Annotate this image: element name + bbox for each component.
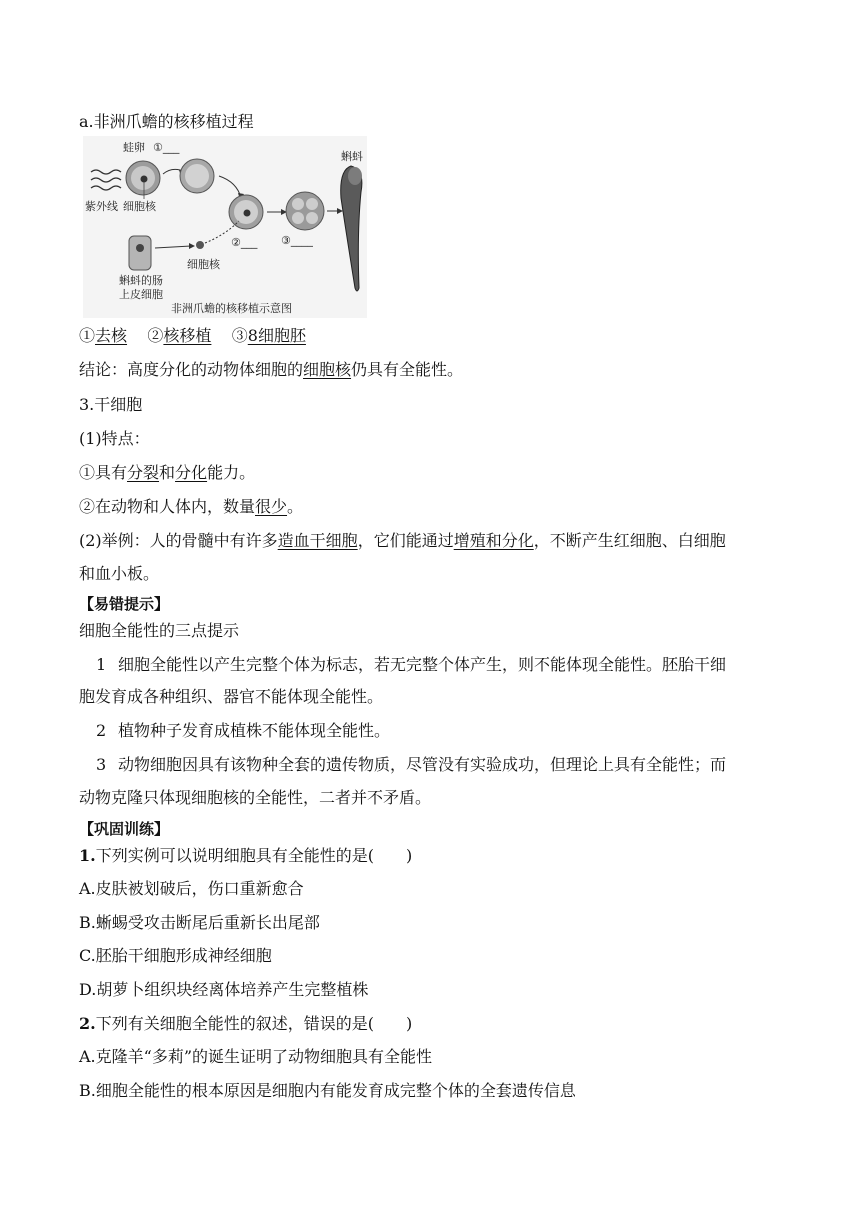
tip-2-line-1 [96,721,390,741]
tip-1-line-1 [96,655,726,675]
tip-2-text: 植物种子发育成植株不能体现全能性。 [118,721,391,740]
question-1-stem: 下列实例可以说明细胞具有全能性的是( ) [95,846,413,865]
answer-3: 8细胞胚 [247,326,306,345]
blank-2: ②___ [231,236,258,249]
q1-option-b: B.蜥蜴受攻击断尾后重新长出尾部 [79,913,320,932]
tip-2-number: 2 [96,721,107,740]
feature-2 [79,497,303,517]
tadpole-label: 蝌蚪 [341,150,363,163]
gut-cell-label-1: 蝌蚪的肠 [119,274,163,287]
answer-2-prefix: ② [147,326,164,345]
f2-k: 很少 [255,497,288,516]
tip-1-number: 1 [96,655,107,674]
tadpole-icon [341,166,362,291]
q2-option-a: A.克隆羊“多莉”的诞生证明了动物细胞具有全能性 [79,1047,433,1066]
question-2 [79,1014,412,1034]
conclusion [79,360,463,380]
uv-label: 紫外线 [85,200,118,213]
tip-3-line-2: 动物克隆只体现细胞核的全能性，二者并不矛盾。 [79,788,432,807]
q1-option-a: A.皮肤被划破后，伤口重新愈合 [79,879,304,898]
nucleus-label: 细胞核 [123,200,156,213]
conclusion-prefix: 结论：高度分化的动物体细胞的 [79,360,304,379]
tip-3-line-1 [96,755,726,775]
ex-b: ，它们能通过 [357,531,454,550]
q2-option-b: B.细胞全能性的根本原因是细胞内有能发育成完整个体的全套遗传信息 [79,1081,576,1100]
tips-heading: 【易错提示】 [79,595,170,613]
nuclear-transfer-diagram [83,136,367,318]
ex-c: ，不断产生红细胞、白细胞 [533,531,726,550]
blank-1: ①___ [153,141,180,154]
tip-3-number: 3 [96,755,107,774]
ex-a: (2)举例：人的骨髓中有许多 [79,531,278,550]
f1-k2: 分化 [175,463,208,482]
answer-2: 核移植 [163,326,212,345]
f1-k1: 分裂 [127,463,160,482]
answers-line [79,326,306,346]
f2-a: ②在动物和人体内，数量 [79,497,256,516]
answer-1-prefix: ① [79,326,96,345]
example-line-1 [79,531,726,551]
q1-option-d: D.胡萝卜组织块经离体培养产生完整植株 [79,980,369,999]
tip-3-text: 动物细胞因具有该物种全套的遗传物质，尽管没有实验成功，但理论上具有全能性；而 [118,755,727,774]
question-2-stem: 下列有关细胞全能性的叙述，错误的是( ) [95,1014,413,1033]
feature-1 [79,463,255,483]
question-1 [79,846,412,866]
blank-3: ③____ [281,234,313,247]
tips-title: 细胞全能性的三点提示 [79,621,240,640]
example-line-2: 和血小板。 [79,564,160,583]
answer-3-prefix: ③ [231,326,248,345]
ex-k1: 造血干细胞 [277,531,358,550]
f1-c: 能力。 [207,463,256,482]
answer-1: 去核 [95,326,128,345]
egg-label: 蛙卵 [123,141,145,154]
figure-caption: 非洲爪蟾的核移植示意图 [171,302,292,315]
tip-1-line-2: 胞发育成各种组织、器官不能体现全能性。 [79,687,384,706]
uv-waves-icon [91,170,121,190]
question-2-number: 2. [79,1014,96,1033]
question-1-number: 1. [79,846,96,865]
gut-cell-label-2: 上皮细胞 [119,288,163,301]
stem-cell-heading: 3.干细胞 [79,395,143,414]
f1-a: ①具有 [79,463,128,482]
ex-k2: 增殖和分化 [453,531,534,550]
conclusion-keyword: 细胞核 [303,360,352,379]
section-a-title: a.非洲爪蟾的核移植过程 [79,112,254,131]
nucleus2-label: 细胞核 [187,258,220,271]
f2-b: 。 [287,497,304,516]
f1-b: 和 [159,463,176,482]
practice-heading: 【巩固训练】 [79,820,170,838]
tip-1-text: 细胞全能性以产生完整个体为标志，若无完整个体产生，则不能体现全能性。胚胎干细 [118,655,727,674]
features-heading: (1)特点： [79,429,150,448]
q1-option-c: C.胚胎干细胞形成神经细胞 [79,946,272,965]
conclusion-suffix: 仍具有全能性。 [351,360,464,379]
